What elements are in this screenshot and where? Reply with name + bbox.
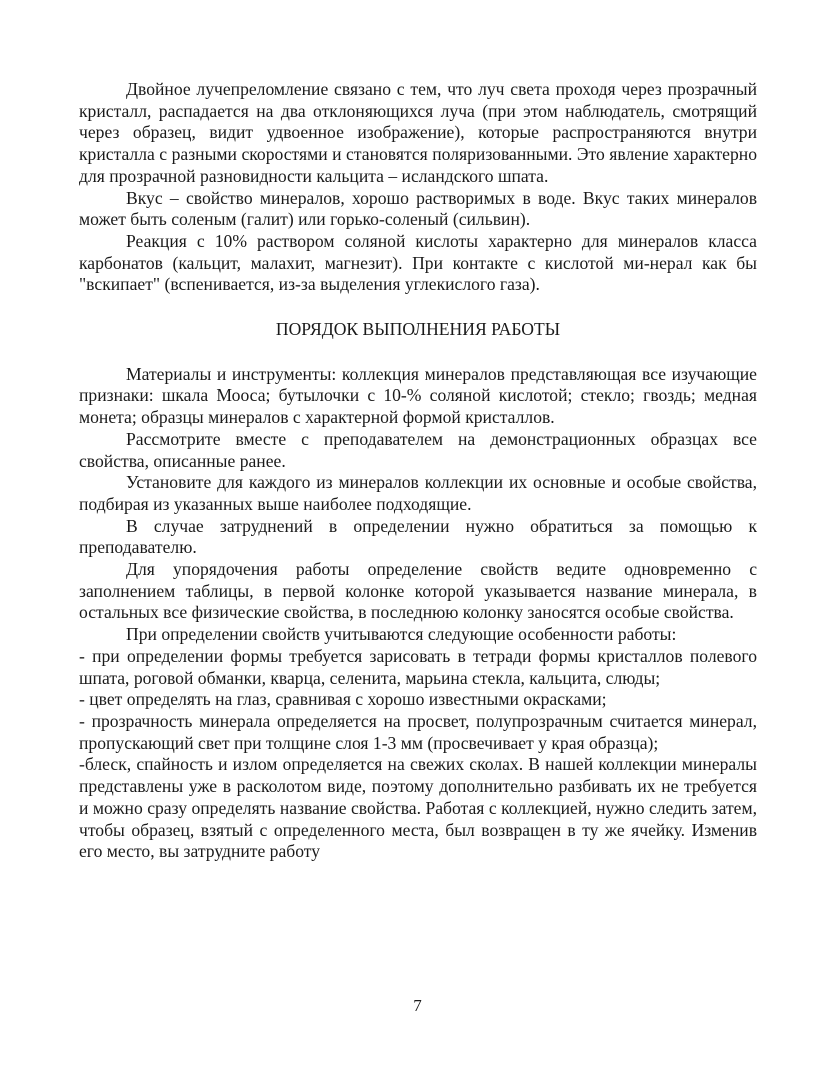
paragraph-materials: Материалы и инструменты: коллекция минералов представляющая все изучающие признаки: шкала Мооса; бутылочки с 10-% соляной кислотой; стекло; гвоздь; медная монета; образцы минералов с характерной формой кристаллов. xyxy=(79,363,757,428)
list-item-luster: -блеск, спайность и излом определяется на свежих сколах. В нашей коллекции минералы представлены уже в расколотом виде, поэтому дополнительно разбивать их не требуется и можно сразу определять название свойства. Работая с коллекцией, нужно следить затем, чтобы образец, взятый с определенного места, был возвращен в ту же ячейку. Изменив его место, вы затрудните работу xyxy=(79,754,757,862)
list-item-form: - при определении формы требуется зарисовать в тетради формы кристаллов полевого шпата, роговой обманки, кварца, селенита, марьина стекла, кальцита, слюды; xyxy=(79,645,757,688)
page-number: 7 xyxy=(413,996,422,1015)
paragraph-fill-table: Для упорядочения работы определение свойств ведите одновременно с заполнением таблицы, в первой колонке которой указывается название минерала, в остальных все физические свойства, в последнюю колонку заносятся особые свойства. xyxy=(79,559,757,623)
paragraph-examine-samples: Рассмотрите вместе с преподавателем на демонстрационных образцах все свойства, описанные ранее. xyxy=(79,428,757,471)
paragraph-taste: Вкус – свойство минералов, хорошо растворимых в воде. Вкус таких минералов может быть соленым (галит) или горько-соленый (сильвин). xyxy=(79,187,757,230)
list-item-color: - цвет определять на глаз, сравнивая с хорошо известными окрасками; xyxy=(79,689,607,710)
paragraph-establish-properties: Установите для каждого из минералов коллекции их основные и особые свойства, подбирая из указанных выше наиболее подходящие. xyxy=(79,472,757,514)
document-page xyxy=(79,79,757,863)
list-item-transparency: - прозрачность минерала определяется на просвет, полупрозрачным считается минерал, пропускающий свет при толщине слоя 1-3 мм (просвечивает у края образца); xyxy=(79,710,757,753)
section-heading: ПОРЯДОК ВЫПОЛНЕНИЯ РАБОТЫ xyxy=(275,319,561,340)
paragraph-features-intro: При определении свойств учитываются следующие особенности работы: xyxy=(126,624,677,645)
paragraph-ask-teacher: В случае затруднений в определении нужно обратиться за помощью к преподавателю. xyxy=(79,515,757,558)
paragraph-acid-reaction: Реакция с 10% раствором соляной кислоты характерно для минералов класса карбонатов (кальцит, малахит, магнезит). При контакте с кислотой ми-нерал как бы "вскипает" (вспенивается, из-за выделения углекислого газа). xyxy=(79,230,757,295)
paragraph-birefringence: Двойное лучепреломление связано с тем, что луч света проходя через прозрачный кристалл, распадается на два отклоняющихся луча (при этом наблюдатель, смотрящий через образец, видит удвоенное изображение), которые распространяются внутри кристалла с разными скоростями и становятся поляризованными. Это явление характерно для прозрачной разновидности кальцита – исландского шпата. xyxy=(79,79,757,186)
